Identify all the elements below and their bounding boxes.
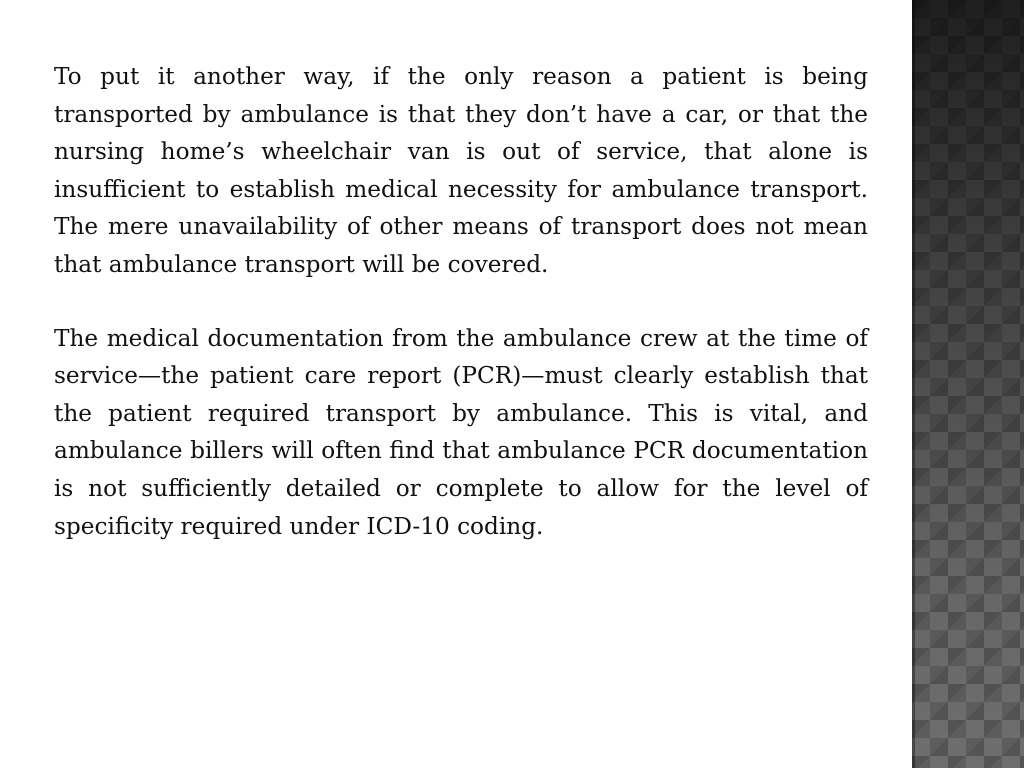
paragraph-medical-necessity: To put it another way, if the only reason a patient is being transported by ambulance is that they don’t have a car, or that the nursing home’s wheelchair van is out of service, that alone is insufficient to establish medical necessity for ambulance transport. The mere unavailability of other means of transport does not mean that ambulance transport will be covered.: [54, 63, 868, 278]
paragraph-pcr-documentation: The medical documentation from the ambulance crew at the time of service—the patient care report (PCR)—must clearly establish that the patient required transport by ambulance. This is vital, and ambulance billers will often find that ambulance PCR documentation is not sufficiently detailed or complete to allow for the level of specificity required under ICD-10 coding.: [54, 324, 868, 540]
decorative-side-panel: [912, 0, 1024, 768]
slide-body: [54, 58, 868, 581]
